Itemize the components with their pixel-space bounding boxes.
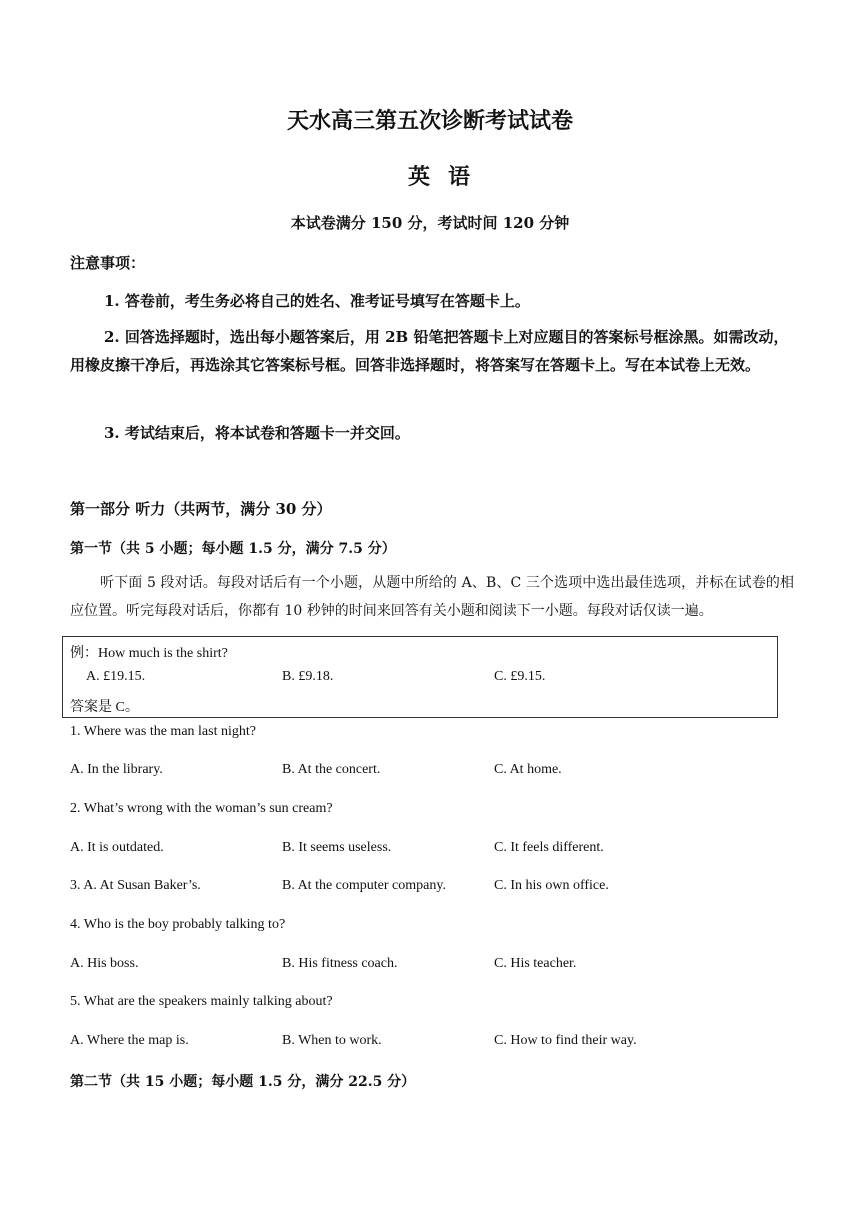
question-1-option-b: B. At the concert. [282, 762, 381, 777]
question-1-option-a: A. In the library. [70, 762, 163, 777]
exam-title: 天水高三第五次诊断考试试卷 [286, 108, 573, 134]
notice-item-1: 1. 答卷前，考生务必将自己的姓名、准考证号填写在答题卡上。 [104, 292, 530, 310]
question-4-option-c: C. His teacher. [494, 956, 577, 971]
question-4-option-a: A. His boss. [70, 956, 139, 971]
section1-heading: 第一节（共 5 小题；每小题 1.5 分，满分 7.5 分） [70, 541, 396, 557]
question-5-option-b: B. When to work. [282, 1033, 382, 1048]
question-5-stem: 5. What are the speakers mainly talking about? [70, 994, 333, 1009]
question-1-stem: 1. Where was the man last night? [70, 724, 256, 739]
question-3-option-a: 3. A. At Susan Baker’s. [70, 878, 201, 893]
example-option-a: A. £19.15. [86, 669, 146, 684]
question-4-stem: 4. Who is the boy probably talking to? [70, 917, 286, 932]
part1-heading: 第一部分 听力（共两节，满分 30 分） [70, 500, 332, 518]
question-5-option-c: C. How to find their way. [494, 1033, 637, 1048]
notice-item-3: 3. 考试结束后，将本试卷和答题卡一并交回。 [104, 424, 410, 442]
section1-instructions: 听下面 5 段对话。每段对话后有一个小题，从题中所给的 A、B、C 三个选项中选出最佳选项，并标在试卷的相应位置。听完每段对话后，你都有 10 秒钟的时间来回答有关小题和阅读下一小题。每段对话仅读一遍。 [70, 575, 794, 619]
notice-heading: 注意事项： [70, 254, 146, 272]
question-5-option-a: A. Where the map is. [70, 1033, 189, 1048]
subject-title: 英语 [407, 164, 488, 190]
question-4-option-b: B. His fitness coach. [282, 956, 398, 971]
question-2-stem: 2. What’s wrong with the woman’s sun cream? [70, 801, 333, 816]
example-question: 例：How much is the shirt? [70, 646, 228, 661]
question-2-option-b: B. It seems useless. [282, 840, 392, 855]
question-3-option-b: B. At the computer company. [282, 878, 446, 893]
section2-heading: 第二节（共 15 小题；每小题 1.5 分，满分 22.5 分） [70, 1074, 416, 1090]
score-info: 本试卷满分 150 分，考试时间 120 分钟 [290, 214, 570, 232]
question-2-option-a: A. It is outdated. [70, 840, 164, 855]
example-answer: 答案是 C。 [70, 700, 139, 715]
notice-item-2: 2. 回答选择题时，选出每小题答案后，用 2B 铅笔把答题卡上对应题目的答案标号框涂黑。如需改动，用橡皮擦干净后，再选涂其它答案标号框。回答非选择题时，将答案写在答题卡上。写在本试卷上无效。 [70, 328, 789, 374]
question-2-option-c: C. It feels different. [494, 840, 604, 855]
example-option-b: B. £9.18. [282, 669, 334, 684]
question-1-option-c: C. At home. [494, 762, 562, 777]
question-3-option-c: C. In his own office. [494, 878, 609, 893]
example-option-c: C. £9.15. [494, 669, 546, 684]
